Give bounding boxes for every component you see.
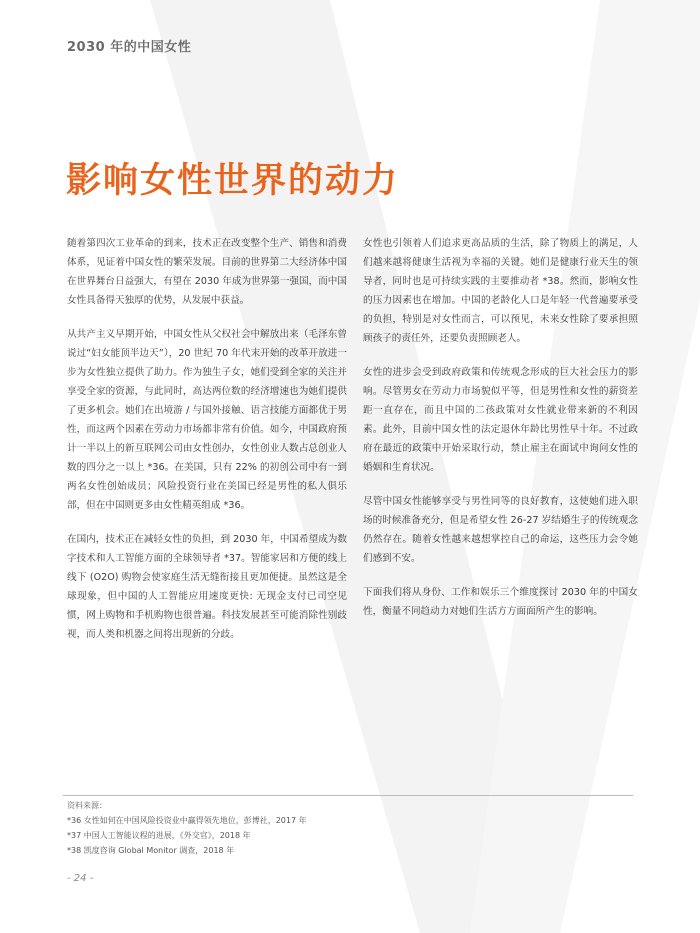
paragraph: 尽管中国女性能够享受与男性同等的良好教育，这使她们进入职场的时候准备充分，但是希望女性 26-27 岁结婚生子的传统观念仍然存在。随着女性越来越想掌控自己的命运，这些压力会令她们感到不安。 bbox=[363, 496, 638, 564]
paragraph: 在国内，技术正在减轻女性的负担，到 2030 年，中国希望成为数字技术和人工智能方面的全球领导者 *37。智能家居和方便的线上线下 (O2O) 购物会使家庭生活无缝衔接且更加便捷。虽然这是全球现象，但中国的人工智能应用速度更快: 无现金支付已司空见惯，网上购物和手机购物也很普遍。科技发展甚至可能消除性别歧视，而人类和机器之间将出现新的分歧。 bbox=[67, 534, 347, 640]
paragraph: 下面我们将从身份、工作和娱乐三个维度探讨 2030 年的中国女性，衡量不同趋动力对她们生活方方面面所产生的影响。 bbox=[363, 587, 638, 617]
paragraph: 随着第四次工业革命的到来，技术正在改变整个生产、销售和消费体系，见证着中国女性的繁荣发展。目前的世界第二大经济体中国在世界舞台日益强大，有望在 2030 年成为世界第一强国，而中国女性具备得天独厚的优势，从发展中获益。 bbox=[67, 238, 347, 306]
sources-divider bbox=[63, 795, 633, 796]
source-item: *36 女性如何在中国风险投资业中赢得领先地位，彭博社，2017 年 bbox=[67, 816, 307, 825]
paragraph: 女性的进步会受到政府政策和传统观念形成的巨大社会压力的影响。尽管男女在劳动力市场貌似平等，但是男性和女性的薪资差距一直存在，而且中国的二孩政策对女性就业带来新的不利因素。此外，目前中国女性的法定退休年龄比男性早十年。不过政府在最近的政策中开始采取行动，禁止雇主在面试中询问女性的婚姻和生育状况。 bbox=[363, 367, 638, 473]
left-column bbox=[67, 234, 347, 659]
sources-heading: 资料来源： bbox=[67, 801, 107, 810]
paragraph: 从共产主义早期开始，中国女性从父权社会中解放出来（毛泽东曾说过“妇女能顶半边天”），20 世纪 70 年代末开始的改革开放进一步为女性独立提供了助力。作为独生子女，她们受到全家的关注并享受全家的资源，与此同时，高达两位数的经济增速也为她们提供了更多机会。她们在出境游 / 与国外接触、语言技能方面都优于男性，而这两个因素在劳动力市场都非常有价值。如今，中国政府预计一半以上的新互联网公司由女性创办，女性创业人数占总创业人数的四分之一以上 *36。在美国，只有 22% 的初创公司中有一到两名女性创始成员；风险投资行业在美国已经是男性的私人俱乐部，但在中国则更多由女性精英组成 *36。 bbox=[67, 329, 347, 511]
running-header: 2030 年的中国女性 bbox=[67, 40, 192, 55]
source-item: *38 凯度咨询 Global Monitor 调查，2018 年 bbox=[67, 846, 235, 855]
source-item: *37 中国人工智能议程的进展，《外交官》，2018 年 bbox=[67, 831, 251, 840]
paragraph: 女性也引领着人们追求更高品质的生活，除了物质上的满足，人们越来越将健康生活视为幸福的关键。她们是健康行业天生的领导者，同时也是可持续实践的主要推动者 *38。然而，影响女性的压力因素也在增加。中国的老龄化人口是年轻一代普遍要承受的负担，特别是对女性而言，可以预见，未来女性除了要承担照顾孩子的责任外，还要负责照顾老人。 bbox=[363, 238, 638, 344]
sources-block bbox=[67, 798, 307, 858]
page-title: 影响女性世界的动力 bbox=[66, 161, 400, 201]
page-number: - 24 - bbox=[67, 873, 94, 884]
right-column bbox=[363, 234, 638, 636]
